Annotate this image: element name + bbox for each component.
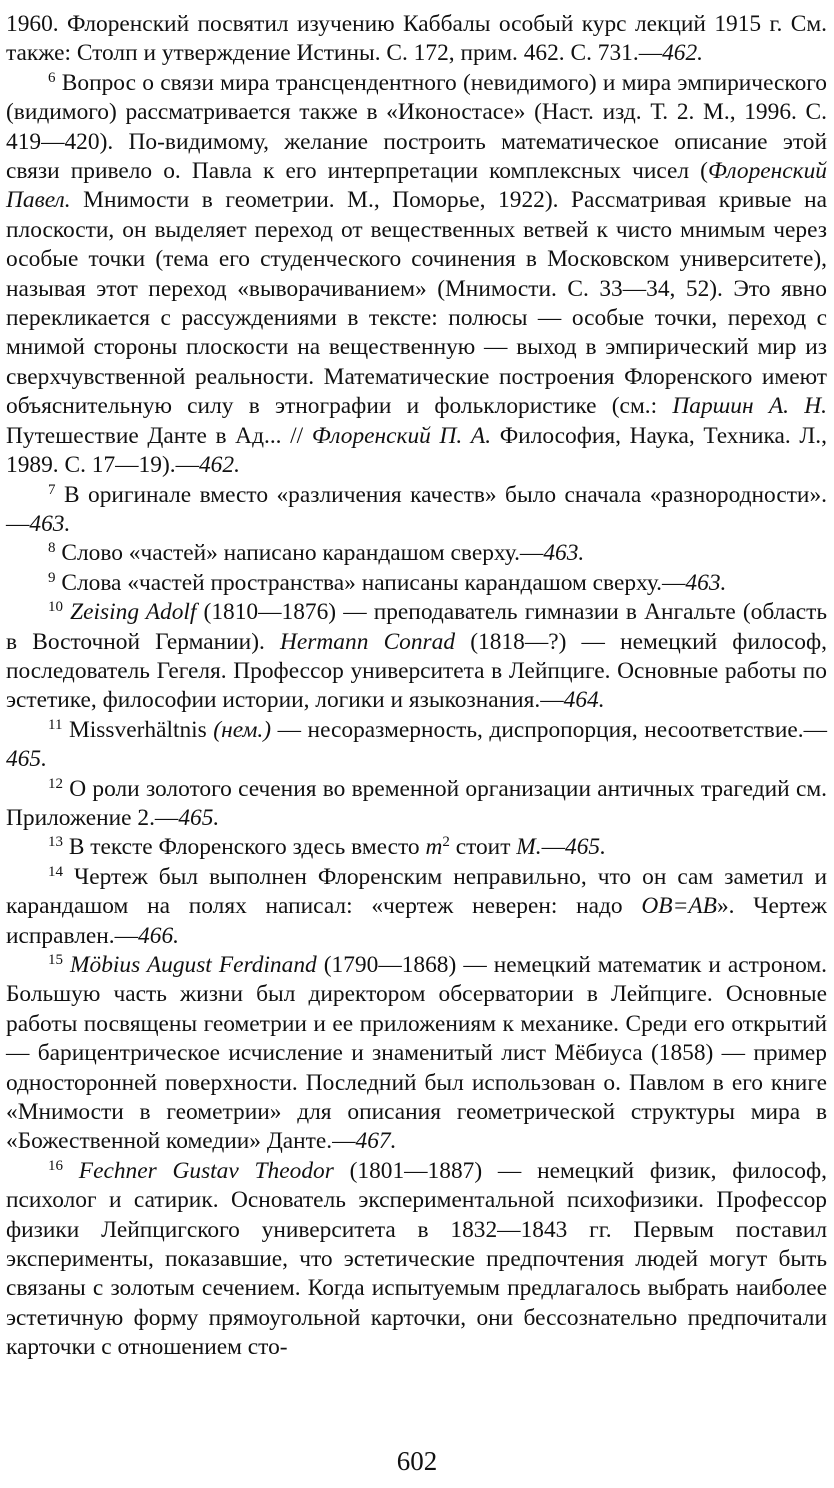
footnote-number: 7 — [48, 481, 56, 498]
footnote-number: 12 — [48, 775, 63, 792]
footnote-number: 15 — [48, 952, 63, 968]
note-text — [63, 1158, 79, 1184]
continued-note-text — [6, 10, 827, 69]
italic-text: Флоренский П. А. — [311, 422, 492, 449]
note-text: О роли золотого сечения во временной организации античных трагедий см. Приложение 2.— — [6, 775, 827, 831]
italic-text: Fechner Gustav Theodor — [78, 1157, 334, 1184]
italic-text: Möbius August Ferdinand — [70, 952, 317, 978]
footnote-6 — [6, 69, 827, 481]
footnote-16 — [6, 1157, 827, 1363]
note-text: 1960. Флоренский посвятил изучению Каббалы особый курс лекций 1915 г. См. также: Столп и утверждение Истины. С. 172, прим. 462. С. 731.— — [6, 11, 827, 67]
footnote-13 — [6, 833, 827, 862]
footnote-number: 8 — [48, 540, 56, 557]
page-number: 602 — [396, 1446, 438, 1476]
italic-text: (нем.) — [213, 716, 272, 743]
footnote-number: 14 — [48, 863, 63, 880]
footnote-number: 6 — [48, 69, 56, 86]
italic-text: Hermann Conrad — [280, 628, 456, 655]
endnotes-section — [6, 10, 827, 1363]
italic-text: 462. — [662, 40, 704, 67]
note-text: — — [541, 834, 566, 861]
footnote-14 — [6, 863, 827, 951]
note-text: (1818—?) — немецкий философ, последователь Гегеля. Профессор университета в Лейпциге. Основные работы по эстетике, философии истории, логики и языкознания.— — [6, 628, 828, 714]
footnote-number: 11 — [48, 716, 63, 733]
italic-text: 463. — [685, 569, 727, 596]
footnote-15 — [6, 951, 827, 1157]
italic-text: 465. — [178, 804, 220, 831]
note-text: Слово «частей» написано карандашом сверху.— — [55, 540, 544, 567]
note-text: Философия, Наука, Техника. Л., 1989. С. 17—19).— — [6, 422, 827, 479]
footnote-11 — [6, 716, 827, 775]
italic-text: 465. — [6, 746, 47, 773]
note-text: Вопрос о связи мира трансцендентного (невидимого) и мира эмпирического (видимого) рассматривается также в «Иконостасе» (Наст. изд. Т. 2. М., 1996. С. 419—420). По-видимому, желание построить математическое описание этой связи привело о. Павла к его интерпретации комплексных чисел ( — [6, 69, 827, 185]
footnote-8 — [6, 539, 827, 568]
note-text: В оригинале вместо «различения качеств» было сначала «разнородности».— — [6, 481, 827, 537]
italic-text: 463. — [543, 540, 585, 567]
note-text: Слова «частей пространства» написаны карандашом сверху.— — [55, 569, 686, 596]
note-text: стоит — [449, 834, 517, 861]
note-text: (1801—1887) — немецкий физик, философ, психолог и сатирик. Основатель экспериментальной психофизики. Профессор физики Лейпцигского университета в 1832—1843 гг. Первым поставил эксперименты, показавшие, что эстетические предпочтения людей могут быть связаны с золотым сечением. Когда испытуемым предлагалось выбрать наиболее эстетичную форму прямоугольной карточки, они бессознательно предпочитали карточки с отношением сто- — [6, 1157, 827, 1361]
note-text: Missverhältnis — [62, 716, 214, 743]
italic-text: Zeising Adolf — [70, 599, 197, 626]
footnote-7 — [6, 481, 827, 540]
note-text: Путешествие Данте в Ад... // — [6, 422, 312, 449]
italic-text: 462. — [198, 452, 240, 479]
footnote-9 — [6, 569, 827, 598]
italic-text: OB=AB — [641, 893, 717, 920]
footnote-12 — [6, 775, 827, 834]
note-text: ». Чертеж исправлен.— — [6, 893, 827, 949]
italic-text: 465. — [565, 834, 606, 861]
italic-text: 463. — [29, 510, 71, 537]
footnote-number: 16 — [48, 1157, 63, 1174]
note-text: В тексте Флоренского здесь вместо — [63, 834, 426, 861]
note-text: (1810—1876) — преподаватель гимназии в Ангальте (область в Восточной Германии). — [6, 599, 827, 655]
footnote-number: 9 — [48, 569, 56, 586]
note-text — [63, 952, 70, 978]
footnote-10 — [6, 598, 827, 716]
italic-text: Паршин А. Н. — [672, 393, 827, 420]
italic-text: Флоренский Павел. — [6, 158, 827, 214]
italic-text: m — [425, 834, 443, 861]
italic-text: 466. — [138, 922, 179, 949]
italic-text: 467. — [355, 1128, 397, 1155]
note-text: (1790—1868) — немецкий математик и астроном. Большую часть жизни был директором обсерватории в Лейпциге. Основные работы посвящены геометрии и ее приложениям к механике. Среди его открытий — барицентрическое исчисление и знаменитый лист Мёбиуса (1858) — пример односторонней поверхности. Последний был использован о. Павлом в его книге «Мнимости в геометрии» для описания геометрической структуры мира в «Божественной комедии» Данте.— — [6, 952, 827, 1155]
note-text: Чертеж был выполнен Флоренским неправильно, что он сам заметил и карандашом на полях написал: «чертеж неверен: надо — [6, 863, 827, 920]
italic-text: M. — [516, 834, 542, 861]
footnote-number: 13 — [48, 834, 63, 851]
footnote-number: 10 — [48, 599, 63, 616]
note-text: Мнимости в геометрии. М., Поморье, 1922). Рассматривая кривые на плоскости, он выделяет переход от вещественных ветвей к чисто мнимым через особые точки (тема его студенческого сочинения в Московском университете), называя этот переход «выворачиванием» (Мнимости. С. 33—34, 52). Это явно перекликается с рассуждениями в тексте: полюсы — особые точки, переход с мнимой стороны плоскости на вещественную — выход в эмпирический мир из сверхчувственной реальности. Математические построения Флоренского имеют объяснительную силу в этнографии и фольклористике (см.: — [6, 187, 827, 420]
superscript-text: 2 — [442, 834, 450, 851]
note-text: — несоразмерность, диспропорция, несоответствие.— — [271, 716, 827, 743]
italic-text: 464. — [563, 687, 605, 714]
